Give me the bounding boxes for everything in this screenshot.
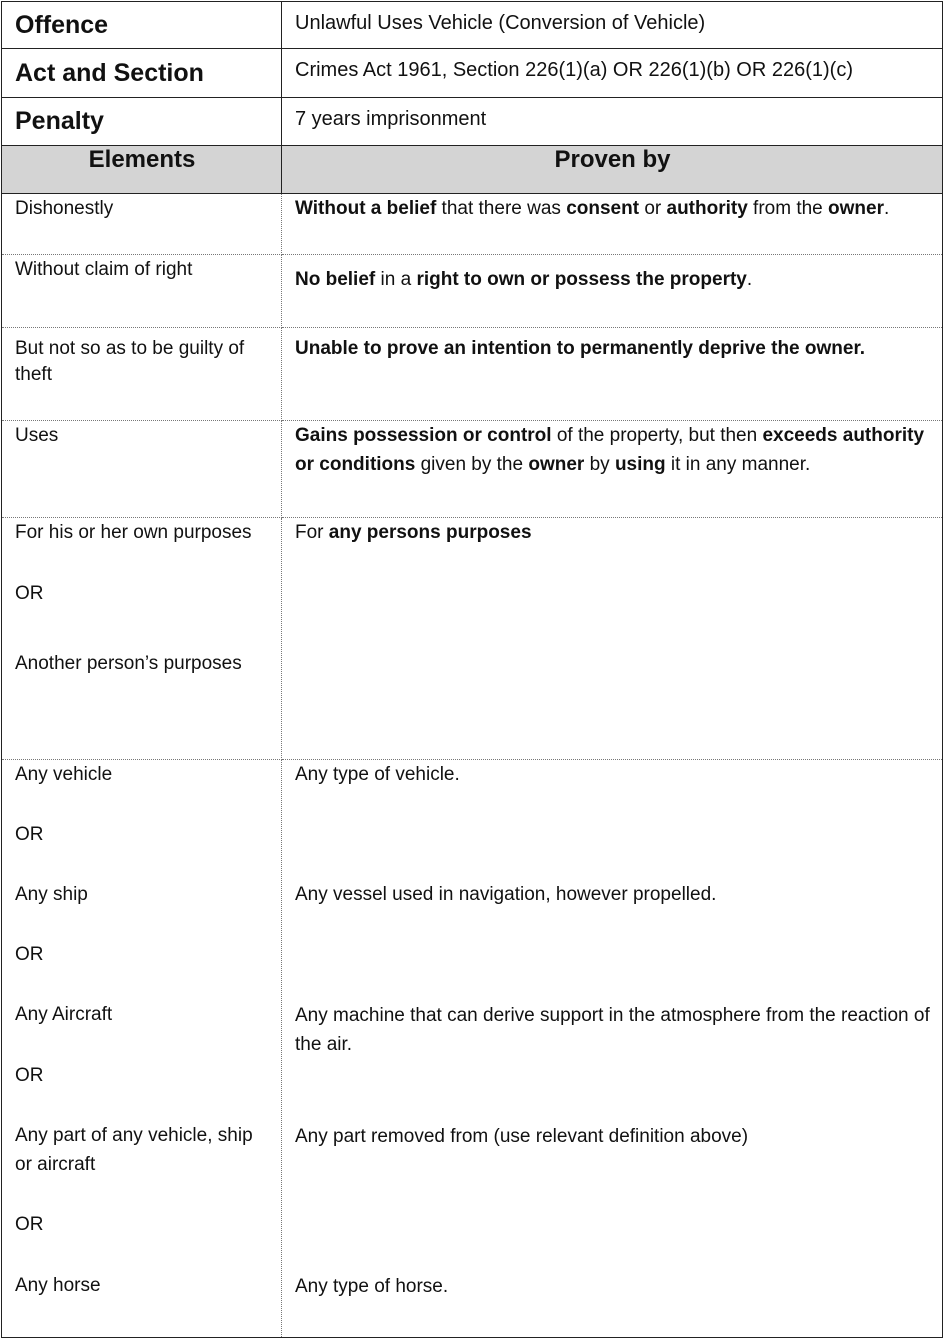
proven-any-ship: Any vessel used in navigation, however propelled. bbox=[295, 884, 717, 905]
element-or: OR bbox=[15, 583, 44, 604]
element-any-ship: Any ship bbox=[15, 884, 88, 905]
row-vehicle bbox=[2, 760, 943, 1338]
element-any-vehicle: Any vehicle bbox=[15, 764, 113, 785]
offence-row bbox=[2, 2, 943, 49]
element-another-purposes: Another person’s purposes bbox=[15, 653, 242, 674]
text-bold: exceeds authority or conditions bbox=[295, 425, 925, 475]
element-vehicle bbox=[2, 760, 282, 1338]
text: it in any manner. bbox=[665, 454, 811, 475]
proven-any-vehicle: Any type of vehicle. bbox=[295, 764, 460, 785]
act-value: Crimes Act 1961, Section 226(1)(a) OR 226(1)(b) OR 226(1)(c) bbox=[282, 49, 943, 98]
text: in a bbox=[375, 269, 417, 290]
proven-claim-of-right bbox=[282, 255, 943, 328]
text: For bbox=[295, 522, 329, 543]
element-or: OR bbox=[15, 824, 44, 845]
proven-dishonestly bbox=[282, 194, 943, 255]
text: or bbox=[639, 198, 667, 219]
text-bold: any persons purposes bbox=[328, 522, 532, 543]
row-dishonestly bbox=[2, 194, 943, 255]
element-not-theft: But not so as to be guilty of theft bbox=[2, 328, 282, 421]
proven-by-header: Proven by bbox=[282, 146, 943, 194]
element-uses: Uses bbox=[2, 421, 282, 518]
header-row bbox=[2, 146, 943, 194]
text-bold: authority bbox=[666, 198, 748, 219]
element-any-horse: Any horse bbox=[15, 1275, 101, 1296]
text: of the property, but then bbox=[551, 425, 763, 446]
text-bold: consent bbox=[566, 198, 640, 219]
text: from the bbox=[747, 198, 829, 219]
element-any-aircraft: Any Aircraft bbox=[15, 1004, 113, 1025]
proven-any-part: Any part removed from (use relevant definition above) bbox=[295, 1126, 749, 1147]
proven-purposes bbox=[282, 518, 943, 760]
proven-any-horse: Any type of horse. bbox=[295, 1276, 449, 1297]
proven-any-aircraft: Any machine that can derive support in the atmosphere from the reaction of the air. bbox=[295, 1005, 930, 1055]
row-not-theft bbox=[2, 328, 943, 421]
element-or: OR bbox=[15, 1065, 44, 1086]
text-bold: Without a belief bbox=[295, 198, 437, 219]
row-uses bbox=[2, 421, 943, 518]
text: . bbox=[746, 269, 753, 290]
text: . bbox=[883, 198, 890, 219]
penalty-row bbox=[2, 98, 943, 146]
row-claim-of-right bbox=[2, 255, 943, 328]
spacer bbox=[15, 547, 269, 579]
text: given by the bbox=[415, 454, 529, 475]
text: by bbox=[584, 454, 615, 475]
element-any-part: Any part of any vehicle, ship or aircraft bbox=[15, 1125, 253, 1175]
penalty-label: Penalty bbox=[2, 98, 282, 146]
element-dishonestly: Dishonestly bbox=[2, 194, 282, 255]
act-row bbox=[2, 49, 943, 98]
text-bold: No belief bbox=[295, 269, 376, 290]
text-bold: owner bbox=[528, 454, 585, 475]
offence-value: Unlawful Uses Vehicle (Conversion of Vehicle) bbox=[282, 2, 943, 49]
text-bold: using bbox=[614, 454, 666, 475]
text-bold: Gains possession or control bbox=[295, 425, 552, 446]
proven-not-theft bbox=[282, 328, 943, 421]
element-or: OR bbox=[15, 1214, 44, 1235]
element-or: OR bbox=[15, 944, 44, 965]
act-label: Act and Section bbox=[2, 49, 282, 98]
spacer bbox=[15, 608, 269, 649]
text-bold: right to own or possess the property bbox=[416, 269, 747, 290]
elements-header: Elements bbox=[2, 146, 282, 194]
element-claim-of-right: Without claim of right bbox=[2, 255, 282, 328]
element-purposes bbox=[2, 518, 282, 760]
offence-label: Offence bbox=[2, 2, 282, 49]
text-bold: owner bbox=[828, 198, 884, 219]
text: that there was bbox=[436, 198, 567, 219]
row-purposes bbox=[2, 518, 943, 760]
text-bold: Unable to prove an intention to permanently deprive the owner. bbox=[295, 338, 866, 359]
element-own-purposes: For his or her own purposes bbox=[15, 522, 252, 543]
offence-table bbox=[1, 1, 943, 1338]
proven-vehicle bbox=[282, 760, 943, 1338]
penalty-value: 7 years imprisonment bbox=[282, 98, 943, 146]
proven-uses bbox=[282, 421, 943, 518]
